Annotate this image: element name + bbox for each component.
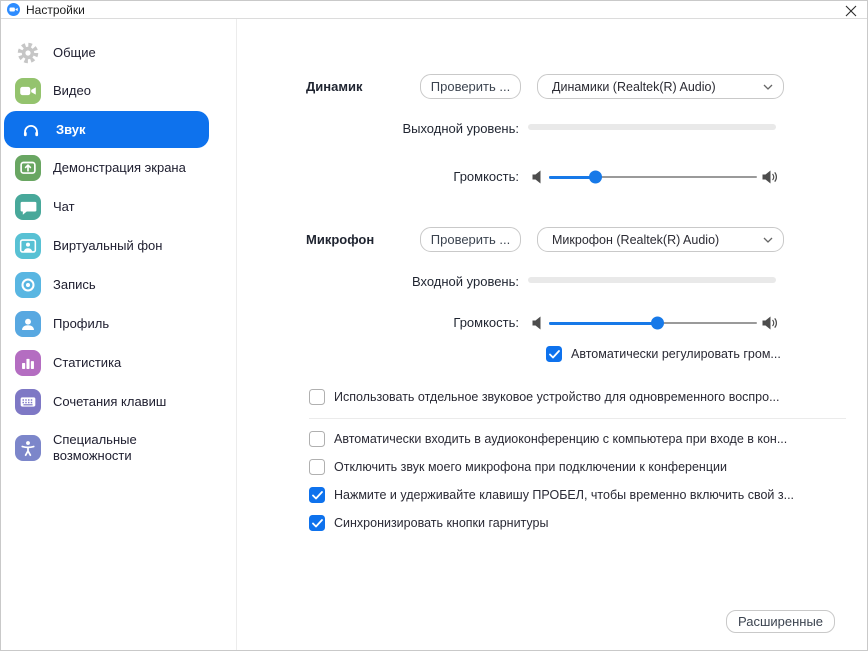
sidebar-item-label: Звук (56, 121, 86, 137)
mute-mic-on-join-checkbox-row[interactable] (309, 459, 727, 476)
sidebar-item-keyboard-shortcuts[interactable] (1, 383, 237, 421)
checkbox-label: Отключить звук моего микрофона при подключении к конференции (334, 460, 727, 474)
sidebar-item-label: Специальные возможности (53, 432, 137, 463)
speaker-low-icon (532, 170, 544, 184)
sidebar-item-label: Виртуальный фон (53, 238, 163, 253)
screen-share-icon (15, 155, 41, 181)
video-camera-icon (15, 78, 41, 104)
keyboard-icon (15, 389, 41, 415)
chevron-down-icon (763, 237, 773, 243)
sidebar-item-label: Общие (53, 45, 96, 60)
options-separator (309, 418, 846, 419)
checkbox-label: Автоматически регулировать гром... (571, 347, 781, 361)
output-level-bar (528, 124, 776, 130)
speaker-device-dropdown[interactable] (537, 74, 784, 99)
advanced-button[interactable]: Расширенные (726, 610, 835, 633)
sidebar-item-label: Запись (53, 277, 96, 292)
sync-headset-buttons-checkbox-row[interactable] (309, 515, 548, 532)
speaker-device-value: Динамики (Realtek(R) Audio) (552, 79, 716, 94)
sidebar-item-chat[interactable] (1, 188, 237, 226)
separate-audio-device-checkbox-row[interactable] (309, 389, 779, 406)
microphone-device-dropdown[interactable] (537, 227, 784, 252)
microphone-volume-slider[interactable] (532, 315, 778, 331)
speaker-volume-label: Громкость: (453, 169, 519, 184)
sidebar-item-label: Чат (53, 199, 75, 214)
titlebar (1, 1, 867, 19)
profile-icon (15, 311, 41, 337)
slider-thumb[interactable] (589, 171, 602, 184)
sidebar-item-screen-share[interactable] (1, 149, 237, 187)
checkbox-label: Синхронизировать кнопки гарнитуры (334, 516, 549, 530)
checkbox[interactable] (309, 459, 325, 475)
sidebar (1, 19, 237, 650)
sidebar-item-statistics[interactable] (1, 344, 237, 382)
checkbox[interactable] (309, 431, 325, 447)
slider-track[interactable] (549, 322, 757, 324)
speaker-low-icon (532, 316, 544, 330)
speaker-volume-slider[interactable] (532, 169, 778, 185)
sidebar-item-label: Демонстрация экрана (53, 160, 186, 175)
speaker-loud-icon (762, 170, 778, 184)
checkbox[interactable] (309, 389, 325, 405)
checkbox-label: Использовать отдельное звуковое устройство для одновременного воспро... (334, 390, 780, 404)
accessibility-icon (15, 435, 41, 461)
output-level-label: Выходной уровень: (402, 121, 519, 136)
checkbox[interactable] (546, 346, 562, 362)
microphone-volume-label: Громкость: (453, 315, 519, 330)
microphone-device-value: Микрофон (Realtek(R) Audio) (552, 232, 720, 247)
auto-adjust-volume-checkbox-row[interactable] (546, 346, 781, 363)
close-icon (845, 5, 857, 17)
microphone-section-label: Микрофон (306, 232, 375, 247)
sidebar-item-general[interactable] (1, 34, 237, 72)
slider-thumb[interactable] (651, 317, 664, 330)
audio-settings-panel (238, 19, 867, 650)
statistics-icon (15, 350, 41, 376)
window-title: Настройки (26, 2, 85, 17)
chat-icon (15, 194, 41, 220)
slider-fill (549, 322, 657, 325)
sidebar-item-recording[interactable] (1, 266, 237, 304)
speaker-loud-icon (762, 316, 778, 330)
push-to-talk-checkbox-row[interactable] (309, 487, 794, 504)
chevron-down-icon (763, 84, 773, 90)
gear-icon (15, 40, 41, 66)
auto-join-audio-checkbox-row[interactable] (309, 431, 787, 448)
zoom-logo-icon (7, 3, 20, 16)
record-icon (15, 272, 41, 298)
sidebar-item-video[interactable] (1, 72, 237, 110)
sidebar-item-audio[interactable] (4, 111, 209, 148)
input-level-bar (528, 277, 776, 283)
checkbox[interactable] (309, 515, 325, 531)
input-level-label: Входной уровень: (411, 274, 519, 289)
sidebar-item-label: Сочетания клавиш (53, 394, 167, 409)
sidebar-item-virtual-background[interactable] (1, 227, 237, 265)
virtual-background-icon (15, 233, 41, 259)
checkbox[interactable] (309, 487, 325, 503)
headphones-icon (18, 117, 44, 143)
speaker-section-label: Динамик (306, 79, 363, 94)
sidebar-item-label: Профиль (53, 316, 110, 331)
test-speaker-button[interactable]: Проверить ... (420, 74, 521, 99)
slider-fill (549, 176, 595, 179)
test-microphone-button[interactable]: Проверить ... (420, 227, 521, 252)
checkbox-label: Автоматически входить в аудиоконференцию с компьютера при входе в кон... (334, 432, 788, 446)
sidebar-item-accessibility[interactable] (1, 422, 237, 474)
checkbox-label: Нажмите и удерживайте клавишу ПРОБЕЛ, чтобы временно включить свой з... (334, 488, 795, 502)
sidebar-item-profile[interactable] (1, 305, 237, 343)
slider-track[interactable] (549, 176, 757, 178)
close-button[interactable] (843, 3, 859, 18)
sidebar-item-label: Видео (53, 83, 91, 98)
sidebar-item-label: Статистика (53, 355, 122, 370)
